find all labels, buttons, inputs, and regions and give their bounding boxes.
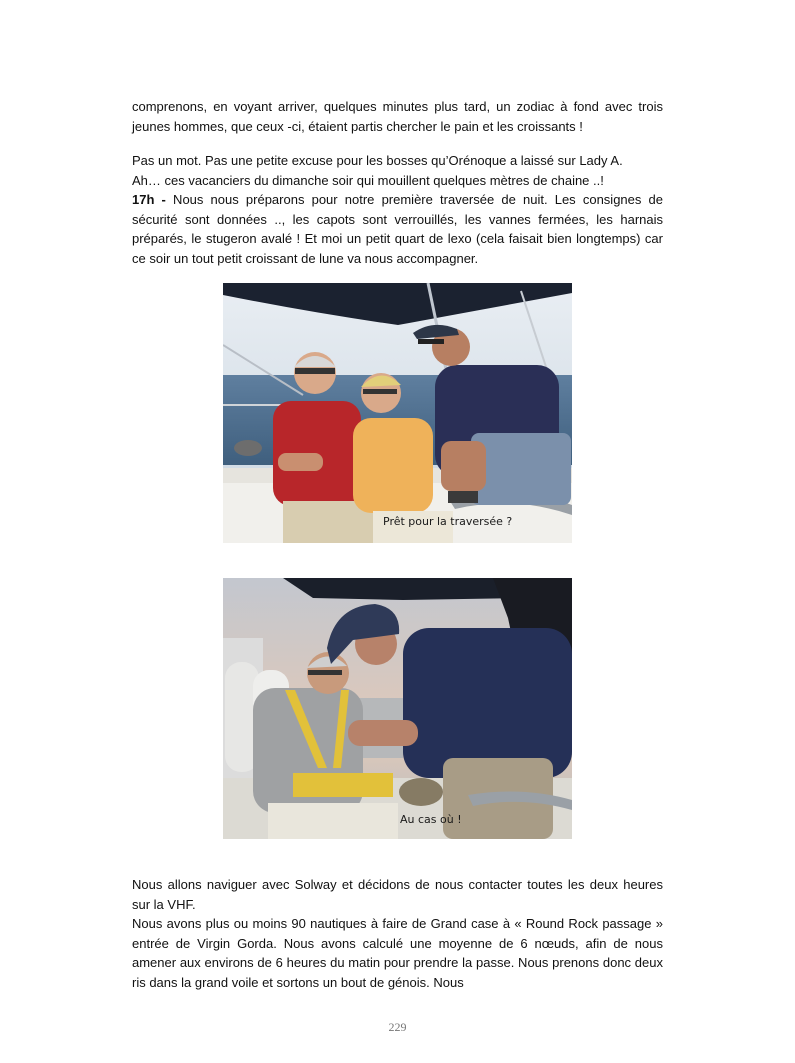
paragraph-navigation-line1: Nous allons naviguer avec Solway et décidons de nous contacter toutes les deux heures sur la VHF. bbox=[132, 877, 663, 912]
paragraph-intro-text: comprenons, en voyant arriver, quelques minutes plus tard, un zodiac à fond avec trois jeunes hommes, que ceux -ci, étaient partis chercher le pain et les croissants ! bbox=[132, 99, 663, 134]
paragraph-navigation-line2: Nous avons plus ou moins 90 nautiques à faire de Grand case à « Round Rock passage » entrée de Virgin Gorda. Nous avons calculé une moyenne de 6 nœuds, afin de nous amener aux environs de 6 heures du matin pour prendre la passe. Nous prenons donc deux ris dans la grand voile et sortons un bout de génois. Nous bbox=[132, 916, 663, 990]
photo-just-in-case-image bbox=[223, 578, 572, 839]
paragraph-departure-rest: Nous nous préparons pour notre première traversée de nuit. Les consignes de sécurité sont données .., les capots sont verrouillés, les vannes fermées, les harnais préparés, le stugeron avalé ! Et moi un petit quart de lexo (cela faisait bien longtemps) car ce soir un tout petit croissant de lune va nous accompagner. bbox=[132, 192, 663, 266]
photo-caption: Au cas où ! bbox=[400, 813, 462, 826]
photo-ready-for-crossing-image bbox=[223, 283, 572, 543]
paragraph-navigation bbox=[132, 875, 663, 992]
time-marker: 17h - bbox=[132, 192, 166, 207]
page-number: 229 bbox=[388, 1020, 407, 1034]
paragraph-departure-line1: Pas un mot. Pas une petite excuse pour les bosses qu’Orénoque a laissé sur Lady A. bbox=[132, 153, 623, 168]
photo-caption: Prêt pour la traversée ? bbox=[383, 515, 513, 528]
paragraph-intro bbox=[132, 97, 663, 136]
paragraph-departure bbox=[132, 151, 663, 268]
paragraph-departure-line2: Ah… ces vacanciers du dimanche soir qui mouillent quelques mètres de chaine ..! bbox=[132, 172, 604, 188]
photo-ready-for-crossing bbox=[223, 283, 572, 543]
photo-just-in-case bbox=[223, 578, 572, 839]
